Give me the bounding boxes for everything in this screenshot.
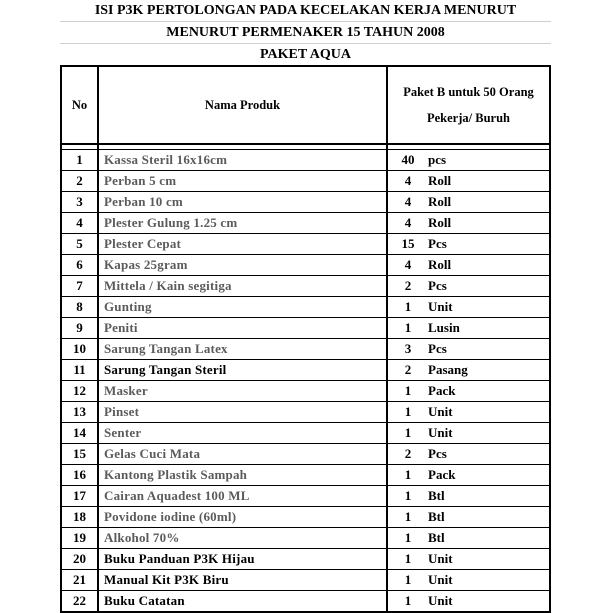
item-quantity-cell	[387, 381, 550, 402]
item-number: 14	[61, 423, 98, 444]
item-number: 4	[61, 213, 98, 234]
item-unit: Btl	[428, 530, 445, 545]
item-quantity-cell	[387, 486, 550, 507]
document-sheet	[60, 0, 551, 608]
table-row	[61, 402, 550, 423]
item-number: 12	[61, 381, 98, 402]
item-unit: Unit	[428, 299, 453, 314]
item-unit: Roll	[428, 194, 452, 209]
item-unit: Lusin	[428, 320, 460, 335]
table-row	[61, 192, 550, 213]
item-unit: Unit	[428, 404, 453, 419]
column-header-quantity	[387, 66, 550, 144]
table-row	[61, 381, 550, 402]
item-number: 13	[61, 402, 98, 423]
item-number: 11	[61, 360, 98, 381]
item-quantity-cell	[387, 402, 550, 423]
item-number: 3	[61, 192, 98, 213]
item-quantity-cell	[387, 528, 550, 549]
item-quantity: 1	[404, 467, 412, 482]
item-number: 17	[61, 486, 98, 507]
table-header-row	[61, 66, 550, 144]
item-number: 2	[61, 171, 98, 192]
item-number: 15	[61, 444, 98, 465]
table-row	[61, 528, 550, 549]
quantity-header-text: Paket B untuk 50 Orang Pekerja/ Buruh	[403, 85, 534, 125]
item-number: 6	[61, 255, 98, 276]
table-row	[61, 465, 550, 486]
item-number: 5	[61, 234, 98, 255]
item-unit: Unit	[428, 572, 453, 587]
item-quantity: 1	[404, 551, 412, 566]
item-quantity-cell	[387, 234, 550, 255]
item-product-name: Alkohol 70%	[98, 528, 387, 549]
item-quantity-cell	[387, 192, 550, 213]
table-row	[61, 255, 550, 276]
item-unit: Unit	[428, 593, 453, 608]
column-header-product-name: Nama Produk	[98, 66, 387, 144]
item-quantity: 4	[404, 257, 412, 272]
item-quantity: 1	[404, 593, 412, 608]
item-quantity-cell	[387, 591, 550, 613]
item-unit: Roll	[428, 215, 452, 230]
item-product-name: Sarung Tangan Latex	[98, 339, 387, 360]
item-quantity: 2	[404, 362, 412, 377]
item-unit: Pcs	[428, 236, 447, 251]
item-product-name: Perban 10 cm	[98, 192, 387, 213]
item-unit: Pcs	[428, 278, 447, 293]
item-quantity: 1	[404, 488, 412, 503]
table-row	[61, 297, 550, 318]
item-quantity-cell	[387, 465, 550, 486]
item-unit: Pcs	[428, 446, 447, 461]
item-quantity: 1	[404, 320, 412, 335]
column-header-no: No	[61, 66, 98, 144]
item-quantity-cell	[387, 276, 550, 297]
item-number: 21	[61, 570, 98, 591]
item-unit: Pack	[428, 467, 456, 482]
item-unit: Pasang	[428, 362, 468, 377]
item-quantity-cell	[387, 549, 550, 570]
item-quantity-cell	[387, 360, 550, 381]
item-unit: Pcs	[428, 341, 447, 356]
table-row	[61, 423, 550, 444]
item-quantity-cell	[387, 213, 550, 234]
item-product-name: Kapas 25gram	[98, 255, 387, 276]
item-product-name: Perban 5 cm	[98, 171, 387, 192]
table-body	[61, 144, 550, 612]
item-quantity: 2	[404, 446, 412, 461]
table-row	[61, 444, 550, 465]
item-quantity-cell	[387, 297, 550, 318]
item-product-name: Mittela / Kain segitiga	[98, 276, 387, 297]
item-quantity: 1	[404, 530, 412, 545]
item-unit: Btl	[428, 488, 445, 503]
item-quantity: 4	[404, 173, 412, 188]
document-title-line-2: MENURUT PERMENAKER 15 TAHUN 2008	[60, 22, 551, 44]
item-unit: Roll	[428, 173, 452, 188]
item-unit: Btl	[428, 509, 445, 524]
item-quantity-cell	[387, 339, 550, 360]
item-quantity: 4	[404, 215, 412, 230]
document-title-line-1: ISI P3K PERTOLONGAN PADA KECELAKAN KERJA MENURUT	[60, 0, 551, 22]
item-product-name: Masker	[98, 381, 387, 402]
item-number: 18	[61, 507, 98, 528]
table-row	[61, 339, 550, 360]
item-quantity-cell	[387, 318, 550, 339]
item-quantity-cell	[387, 171, 550, 192]
table-row	[61, 570, 550, 591]
item-product-name: Cairan Aquadest 100 ML	[98, 486, 387, 507]
item-number: 7	[61, 276, 98, 297]
item-unit: Pack	[428, 383, 456, 398]
item-quantity: 1	[404, 299, 412, 314]
item-quantity: 40	[401, 152, 415, 167]
item-number: 1	[61, 150, 98, 171]
item-quantity-cell	[387, 255, 550, 276]
item-product-name: Povidone iodine (60ml)	[98, 507, 387, 528]
document-title-line-3: PAKET AQUA	[60, 44, 551, 66]
item-number: 22	[61, 591, 98, 613]
table-row	[61, 171, 550, 192]
item-unit: Unit	[428, 551, 453, 566]
item-unit: pcs	[428, 152, 447, 167]
item-number: 20	[61, 549, 98, 570]
table-row	[61, 234, 550, 255]
item-product-name: Gunting	[98, 297, 387, 318]
item-quantity: 1	[404, 383, 412, 398]
item-number: 19	[61, 528, 98, 549]
table-row	[61, 150, 550, 171]
table-row	[61, 360, 550, 381]
item-product-name: Pinset	[98, 402, 387, 423]
item-product-name: Manual Kit P3K Biru	[98, 570, 387, 591]
item-unit: Roll	[428, 257, 452, 272]
table-row	[61, 276, 550, 297]
item-product-name: Buku Catatan	[98, 591, 387, 613]
item-quantity-cell	[387, 150, 550, 171]
item-number: 16	[61, 465, 98, 486]
item-number: 8	[61, 297, 98, 318]
table-row	[61, 507, 550, 528]
item-product-name: Kantong Plastik Sampah	[98, 465, 387, 486]
item-product-name: Plester Gulung 1.25 cm	[98, 213, 387, 234]
item-number: 9	[61, 318, 98, 339]
item-quantity-cell	[387, 570, 550, 591]
item-product-name: Senter	[98, 423, 387, 444]
item-product-name: Plester Cepat	[98, 234, 387, 255]
item-quantity: 3	[404, 341, 412, 356]
item-quantity: 2	[404, 278, 412, 293]
item-product-name: Kassa Steril 16x16cm	[98, 150, 387, 171]
item-quantity-cell	[387, 444, 550, 465]
table-row	[61, 549, 550, 570]
item-product-name: Peniti	[98, 318, 387, 339]
item-quantity: 1	[404, 572, 412, 587]
table-row	[61, 213, 550, 234]
table-row	[61, 318, 550, 339]
item-quantity-cell	[387, 507, 550, 528]
table-row	[61, 591, 550, 613]
item-quantity: 1	[404, 509, 412, 524]
item-quantity-cell	[387, 423, 550, 444]
table-row	[61, 486, 550, 507]
item-quantity: 1	[404, 404, 412, 419]
item-product-name: Sarung Tangan Steril	[98, 360, 387, 381]
item-quantity: 15	[401, 236, 415, 251]
item-product-name: Gelas Cuci Mata	[98, 444, 387, 465]
item-product-name: Buku Panduan P3K Hijau	[98, 549, 387, 570]
first-aid-items-table	[60, 65, 551, 613]
item-quantity: 1	[404, 425, 412, 440]
item-quantity: 4	[404, 194, 412, 209]
item-unit: Unit	[428, 425, 453, 440]
item-number: 10	[61, 339, 98, 360]
